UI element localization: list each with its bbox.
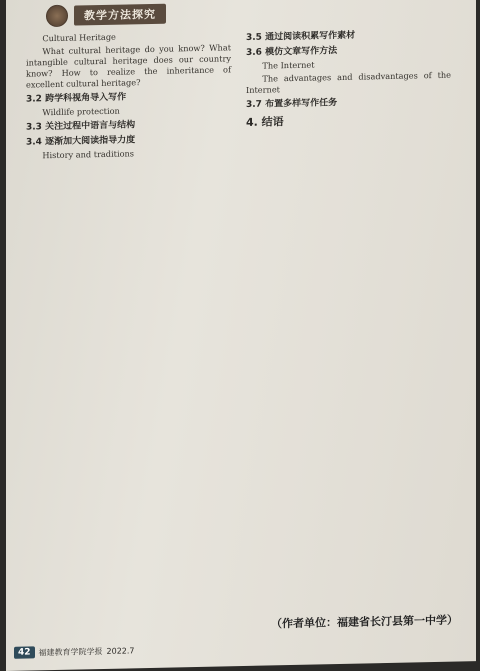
left-column — [26, 29, 231, 163]
conclusion-heading: 4. 结语 — [246, 115, 284, 129]
page-header — [46, 1, 246, 27]
section-3-4-phrase: History and traditions — [42, 148, 134, 161]
page-footer — [14, 644, 135, 659]
section-heading-3-3: 3.3 关注过程中语言与结构 — [26, 120, 136, 133]
right-column — [246, 25, 451, 132]
section-3-6-phrase: The advantages and disadvantages of the Internet — [246, 69, 451, 95]
section-heading-3-6: 3.6 模仿文章写作方法 — [246, 46, 338, 58]
section-heading-3-5: 3.5 通过阅读积累写作素材 — [246, 30, 356, 43]
section-heading-3-7: 3.7 布置多样写作任务 — [246, 98, 338, 110]
page-number: 42 — [14, 646, 35, 658]
section-3-2-phrase: Wildlife protection — [42, 105, 120, 118]
journal-issue: 2022.7 — [106, 645, 135, 656]
section-3-6-phrase: The Internet — [262, 59, 315, 71]
section-banner: 教学方法探究 — [74, 4, 166, 26]
author-affiliation: （作者单位：福建省长汀县第一中学） — [271, 613, 458, 631]
section-heading-3-2: 3.2 跨学科视角导入写作 — [26, 92, 127, 105]
journal-name: 福建教育学院学报 — [38, 646, 103, 657]
journal-logo-icon — [46, 5, 68, 27]
section-heading-3-4: 3.4 逐渐加大阅读指导力度 — [26, 135, 136, 148]
intro-phrase: Cultural Heritage — [42, 31, 116, 44]
journal-page — [6, 0, 476, 671]
intro-phrase: What cultural heritage do you know? What intangible cultural heritage does our country know? How to realize the inheritance of excellent cultural heritage? — [26, 42, 231, 90]
